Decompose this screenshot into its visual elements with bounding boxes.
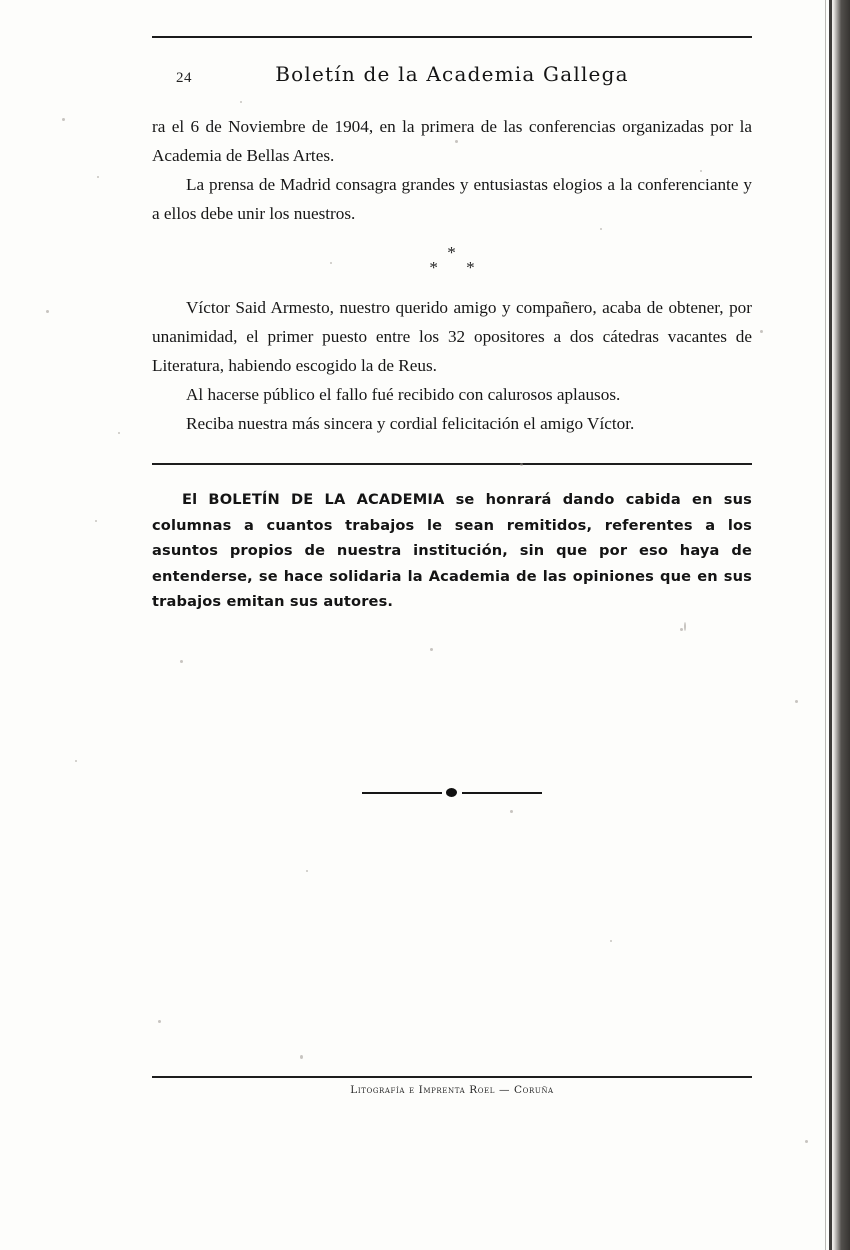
scan-speck: [118, 432, 120, 434]
footer-rule: [152, 1076, 752, 1078]
ornament-dot: [446, 788, 457, 797]
scan-edge-inner-line: [825, 0, 826, 1250]
body-paragraph: [152, 293, 752, 380]
scan-speck: [300, 1055, 303, 1059]
paragraph-text: Víctor Said Armesto, nuestro querido amigo y compañero, acaba de obtener, por unanimidad, el primer puesto entre los 32 opositores a dos cátedras vacantes de Literatura, habiendo escogido la de Reus.: [152, 298, 752, 375]
scan-speck: [46, 310, 49, 313]
paragraph-text: ra el 6 de Noviembre de 1904, en la primera de las conferencias organizadas por la Academia de Bellas Artes.: [152, 117, 752, 165]
ornament-bar-left: [362, 792, 442, 794]
header-rule: [152, 36, 752, 38]
scan-speck: [680, 628, 683, 631]
scan-speck: [510, 810, 513, 813]
scan-speck: [95, 520, 97, 522]
asterism-divider: [152, 244, 752, 277]
page-header: [152, 62, 752, 96]
scan-speck: [180, 660, 183, 663]
scan-speck: [306, 870, 308, 872]
scan-speck: [240, 101, 242, 103]
scan-speck: [610, 940, 612, 942]
scan-speck: [795, 700, 798, 703]
paragraph-text: La prensa de Madrid consagra grandes y entusiastas elogios a la conferenciante y a ellos debe unir los nuestros.: [152, 175, 752, 223]
scan-edge-line: [829, 0, 832, 1250]
page-number: 24: [176, 70, 192, 86]
scan-speck: [520, 463, 523, 466]
paragraph-text: Reciba nuestra más sincera y cordial felicitación el amigo Víctor.: [186, 414, 635, 433]
scan-speck: [760, 330, 763, 333]
editorial-notice: El BOLETÍN DE LA ACADEMIA se honrará dando cabida en sus columnas a cuantos trabajos le sean remitidos, referentes a los asuntos propios de nuestra institución, sin que por eso haya de entenderse, se hace solidaria la Academia de las opiniones que en sus trabajos emitan sus autores.: [152, 491, 752, 610]
asterism-top: *: [447, 243, 457, 262]
asterism-bottom: * *: [429, 258, 487, 277]
body-paragraph: [152, 170, 752, 228]
body-paragraph: [152, 380, 752, 409]
scan-speck: [700, 170, 702, 172]
scan-speck: [430, 648, 433, 651]
ornament-divider: [362, 786, 542, 800]
scan-speck: [600, 228, 602, 230]
running-title: Boletín de la Academia Gallega: [275, 62, 629, 86]
page-content: [152, 0, 752, 1250]
ornament-bar-right: [462, 792, 542, 794]
scan-speck: [805, 1140, 808, 1143]
body-paragraph: [152, 409, 752, 438]
colophon: Litografía e Imprenta Roel — Coruña: [350, 1084, 554, 1096]
scan-speck: [62, 118, 65, 121]
paragraph-text: Al hacerse público el fallo fué recibido con calurosos aplausos.: [186, 385, 621, 404]
section-rule: [152, 463, 752, 465]
scan-speck: [330, 262, 332, 264]
scan-speck: [158, 1020, 161, 1023]
scan-speck: [97, 176, 99, 178]
body-paragraph: [152, 112, 752, 170]
scan-speck: [684, 622, 686, 631]
scan-speck: [75, 760, 77, 762]
scan-speck: [455, 140, 458, 143]
